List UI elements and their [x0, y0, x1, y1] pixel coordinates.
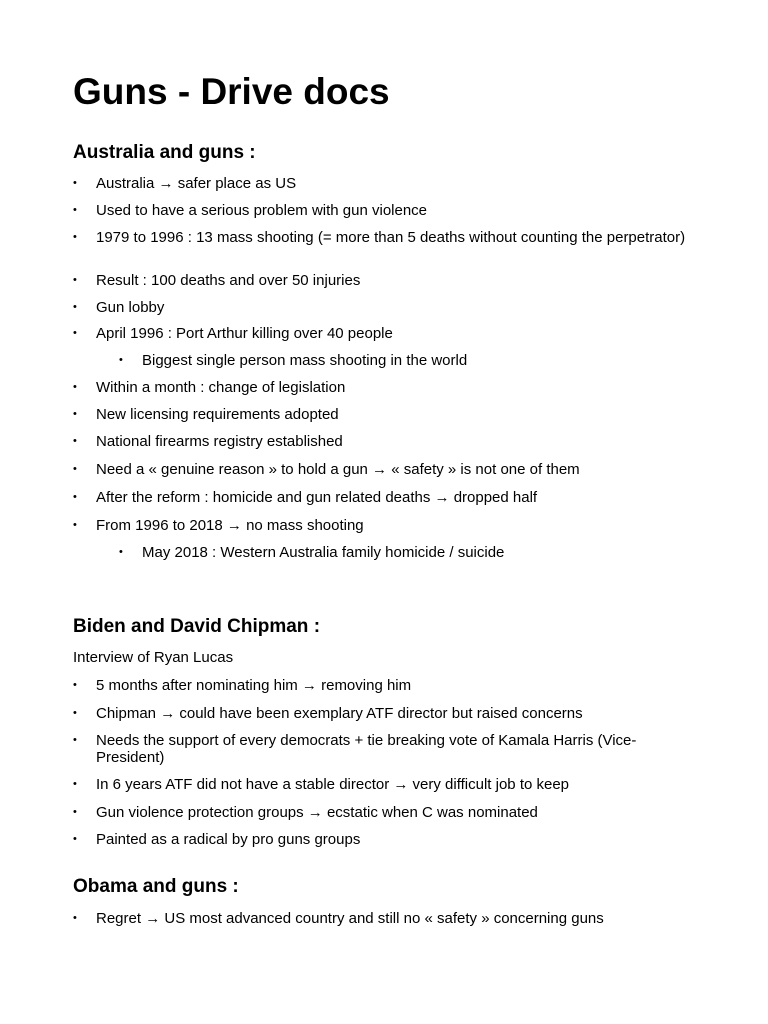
bullet-icon: •: [73, 912, 77, 924]
bullet-icon: •: [73, 519, 77, 531]
list-item: • Needs the support of every democrats + tie breaking vote of Kamala Harris (Vice-President): [73, 732, 637, 766]
bullet-icon: •: [73, 381, 77, 393]
list-item: • Need a « genuine reason » to hold a gun → « safety » is not one of them: [73, 461, 580, 478]
bullet-icon: •: [73, 327, 77, 339]
bullet-icon: •: [73, 734, 77, 746]
document-title: Guns - Drive docs: [73, 71, 390, 112]
section-heading-australia: Australia and guns :: [73, 142, 256, 163]
section-heading-biden: Biden and David Chipman :: [73, 616, 321, 637]
bullet-icon: •: [119, 546, 123, 558]
list-item: • After the reform : homicide and gun related deaths → dropped half: [73, 489, 538, 506]
list-item: • 1979 to 1996 : 13 mass shooting (= more than 5 deaths without counting the perpetrator): [73, 229, 686, 246]
bullet-icon: •: [73, 806, 77, 818]
bullet-icon: •: [73, 679, 77, 691]
list-item: • Painted as a radical by pro guns groups: [73, 831, 361, 848]
bullet-icon: •: [73, 463, 77, 475]
bullet-icon: •: [73, 408, 77, 420]
list-item: • Within a month : change of legislation: [73, 379, 346, 396]
bullet-icon: •: [73, 301, 77, 313]
bullet-icon: •: [73, 274, 77, 286]
list-item: • Result : 100 deaths and over 50 injuries: [73, 272, 361, 289]
list-item: • Gun violence protection groups → ecstatic when C was nominated: [73, 804, 538, 821]
sub-list-item: • Biggest single person mass shooting in the world: [119, 352, 468, 369]
section-heading-obama: Obama and guns :: [73, 876, 239, 897]
sub-list-item: • May 2018 : Western Australia family homicide / suicide: [119, 544, 505, 561]
bullet-icon: •: [73, 231, 77, 243]
bullet-icon: •: [73, 707, 77, 719]
bullet-icon: •: [73, 778, 77, 790]
list-item: • Gun lobby: [73, 299, 165, 316]
bullet-icon: •: [73, 204, 77, 216]
bullet-icon: •: [119, 354, 123, 366]
list-item: • From 1996 to 2018 → no mass shooting: [73, 517, 364, 534]
list-item: • April 1996 : Port Arthur killing over 40 people: [73, 325, 393, 342]
list-item: • National firearms registry established: [73, 433, 343, 450]
list-item: • Used to have a serious problem with gun violence: [73, 202, 428, 219]
list-item: • 5 months after nominating him → removing him: [73, 677, 412, 694]
list-item: • Chipman → could have been exemplary ATF director but raised concerns: [73, 705, 583, 722]
list-item: • New licensing requirements adopted: [73, 406, 339, 423]
bullet-icon: •: [73, 491, 77, 503]
list-item: • In 6 years ATF did not have a stable director → very difficult job to keep: [73, 776, 570, 793]
bullet-icon: •: [73, 435, 77, 447]
list-item: • Australia → safer place as US: [73, 175, 297, 192]
list-item: • Regret → US most advanced country and still no « safety » concerning guns: [73, 910, 604, 927]
bullet-icon: •: [73, 833, 77, 845]
bullet-icon: •: [73, 177, 77, 189]
section-subtitle: Interview of Ryan Lucas: [73, 649, 234, 666]
